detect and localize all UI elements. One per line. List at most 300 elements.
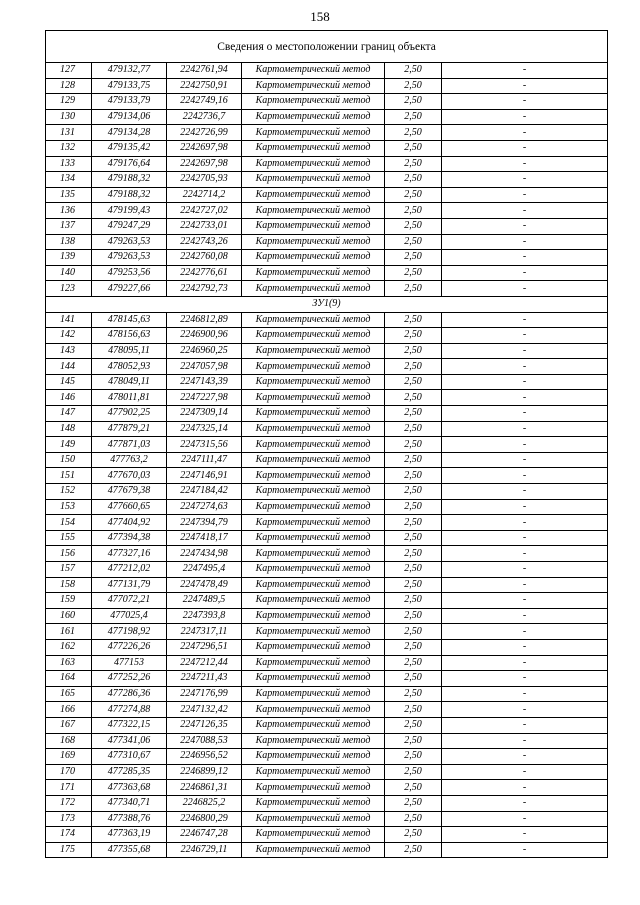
accuracy-cell: 2,50 (385, 671, 442, 687)
section-label: ЗУ1(9) (46, 296, 608, 312)
x-coordinate-cell: 477388,76 (92, 811, 167, 827)
x-coordinate-cell: 477341,06 (92, 733, 167, 749)
table-row (46, 717, 608, 733)
y-coordinate-cell: 2247489,5 (167, 593, 242, 609)
table-row (46, 421, 608, 437)
note-cell: - (442, 671, 608, 687)
method-cell: Картометрический метод (242, 156, 385, 172)
point-number-cell: 137 (46, 218, 92, 234)
method-cell: Картометрический метод (242, 437, 385, 453)
y-coordinate-cell: 2247088,53 (167, 733, 242, 749)
method-cell: Картометрический метод (242, 250, 385, 266)
note-cell: - (442, 530, 608, 546)
accuracy-cell: 2,50 (385, 374, 442, 390)
x-coordinate-cell: 477310,67 (92, 749, 167, 765)
method-cell: Картометрический метод (242, 577, 385, 593)
table-row (46, 639, 608, 655)
accuracy-cell: 2,50 (385, 468, 442, 484)
y-coordinate-cell: 2247132,42 (167, 702, 242, 718)
x-coordinate-cell: 479247,29 (92, 218, 167, 234)
note-cell: - (442, 733, 608, 749)
x-coordinate-cell: 477363,68 (92, 780, 167, 796)
page-number: 158 (310, 9, 330, 24)
x-coordinate-cell: 477871,03 (92, 437, 167, 453)
x-coordinate-cell: 479135,42 (92, 140, 167, 156)
method-cell: Картометрический метод (242, 655, 385, 671)
accuracy-cell: 2,50 (385, 702, 442, 718)
accuracy-cell: 2,50 (385, 140, 442, 156)
method-cell: Картометрический метод (242, 562, 385, 578)
y-coordinate-cell: 2247212,44 (167, 655, 242, 671)
x-coordinate-cell: 479132,77 (92, 63, 167, 79)
method-cell: Картометрический метод (242, 624, 385, 640)
section-row (46, 296, 608, 312)
x-coordinate-cell: 477322,15 (92, 717, 167, 733)
accuracy-cell: 2,50 (385, 608, 442, 624)
y-coordinate-cell: 2247143,39 (167, 374, 242, 390)
table-row (46, 203, 608, 219)
point-number-cell: 146 (46, 390, 92, 406)
accuracy-cell: 2,50 (385, 562, 442, 578)
point-number-cell: 144 (46, 359, 92, 375)
table-row (46, 593, 608, 609)
accuracy-cell: 2,50 (385, 94, 442, 110)
point-number-cell: 123 (46, 281, 92, 297)
table-row (46, 686, 608, 702)
note-cell: - (442, 452, 608, 468)
point-number-cell: 141 (46, 312, 92, 328)
method-cell: Картометрический метод (242, 343, 385, 359)
method-cell: Картометрический метод (242, 546, 385, 562)
method-cell: Картометрический метод (242, 109, 385, 125)
method-cell: Картометрический метод (242, 406, 385, 422)
table-row (46, 63, 608, 79)
point-number-cell: 175 (46, 842, 92, 858)
point-number-cell: 145 (46, 374, 92, 390)
y-coordinate-cell: 2246747,28 (167, 827, 242, 843)
y-coordinate-cell: 2242761,94 (167, 63, 242, 79)
x-coordinate-cell: 477363,19 (92, 827, 167, 843)
method-cell: Картометрический метод (242, 390, 385, 406)
y-coordinate-cell: 2247146,91 (167, 468, 242, 484)
point-number-cell: 167 (46, 717, 92, 733)
x-coordinate-cell: 478156,63 (92, 328, 167, 344)
accuracy-cell: 2,50 (385, 343, 442, 359)
table-row (46, 546, 608, 562)
accuracy-cell: 2,50 (385, 546, 442, 562)
accuracy-cell: 2,50 (385, 577, 442, 593)
y-coordinate-cell: 2246899,12 (167, 764, 242, 780)
method-cell: Картометрический метод (242, 593, 385, 609)
point-number-cell: 173 (46, 811, 92, 827)
accuracy-cell: 2,50 (385, 328, 442, 344)
x-coordinate-cell: 477660,65 (92, 499, 167, 515)
note-cell: - (442, 125, 608, 141)
table-row (46, 624, 608, 640)
accuracy-cell: 2,50 (385, 515, 442, 531)
table-row (46, 328, 608, 344)
table-row (46, 608, 608, 624)
note-cell: - (442, 281, 608, 297)
y-coordinate-cell: 2247296,51 (167, 639, 242, 655)
x-coordinate-cell: 478052,93 (92, 359, 167, 375)
point-number-cell: 129 (46, 94, 92, 110)
note-cell: - (442, 749, 608, 765)
y-coordinate-cell: 2247325,14 (167, 421, 242, 437)
accuracy-cell: 2,50 (385, 281, 442, 297)
x-coordinate-cell: 479134,06 (92, 109, 167, 125)
note-cell: - (442, 187, 608, 203)
point-number-cell: 138 (46, 234, 92, 250)
y-coordinate-cell: 2242697,98 (167, 140, 242, 156)
note-cell: - (442, 795, 608, 811)
note-cell: - (442, 639, 608, 655)
table-row (46, 733, 608, 749)
table-row (46, 515, 608, 531)
y-coordinate-cell: 2247274,63 (167, 499, 242, 515)
y-coordinate-cell: 2247057,98 (167, 359, 242, 375)
accuracy-cell: 2,50 (385, 312, 442, 328)
accuracy-cell: 2,50 (385, 187, 442, 203)
table-row (46, 764, 608, 780)
method-cell: Картометрический метод (242, 530, 385, 546)
y-coordinate-cell: 2242776,61 (167, 265, 242, 281)
table-row (46, 530, 608, 546)
point-number-cell: 149 (46, 437, 92, 453)
note-cell: - (442, 546, 608, 562)
point-number-cell: 140 (46, 265, 92, 281)
y-coordinate-cell: 2242743,26 (167, 234, 242, 250)
note-cell: - (442, 250, 608, 266)
method-cell: Картометрический метод (242, 671, 385, 687)
y-coordinate-cell: 2242697,98 (167, 156, 242, 172)
accuracy-cell: 2,50 (385, 218, 442, 234)
y-coordinate-cell: 2247317,11 (167, 624, 242, 640)
method-cell: Картометрический метод (242, 203, 385, 219)
method-cell: Картометрический метод (242, 702, 385, 718)
table-row (46, 452, 608, 468)
point-number-cell: 154 (46, 515, 92, 531)
method-cell: Картометрический метод (242, 733, 385, 749)
accuracy-cell: 2,50 (385, 733, 442, 749)
note-cell: - (442, 234, 608, 250)
y-coordinate-cell: 2242736,7 (167, 109, 242, 125)
accuracy-cell: 2,50 (385, 717, 442, 733)
method-cell: Картометрический метод (242, 639, 385, 655)
note-cell: - (442, 655, 608, 671)
y-coordinate-cell: 2247434,98 (167, 546, 242, 562)
accuracy-cell: 2,50 (385, 827, 442, 843)
method-cell: Картометрический метод (242, 63, 385, 79)
point-number-cell: 160 (46, 608, 92, 624)
table-row (46, 484, 608, 500)
table-row (46, 655, 608, 671)
point-number-cell: 169 (46, 749, 92, 765)
method-cell: Картометрический метод (242, 421, 385, 437)
note-cell: - (442, 421, 608, 437)
accuracy-cell: 2,50 (385, 156, 442, 172)
table-row (46, 780, 608, 796)
accuracy-cell: 2,50 (385, 421, 442, 437)
table-row (46, 125, 608, 141)
point-number-cell: 156 (46, 546, 92, 562)
method-cell: Картометрический метод (242, 140, 385, 156)
method-cell: Картометрический метод (242, 484, 385, 500)
y-coordinate-cell: 2247418,17 (167, 530, 242, 546)
accuracy-cell: 2,50 (385, 63, 442, 79)
method-cell: Картометрический метод (242, 686, 385, 702)
y-coordinate-cell: 2246825,2 (167, 795, 242, 811)
point-number-cell: 132 (46, 140, 92, 156)
x-coordinate-cell: 478011,81 (92, 390, 167, 406)
y-coordinate-cell: 2242726,99 (167, 125, 242, 141)
table-title: Сведения о местоположении границ объекта (46, 31, 608, 63)
y-coordinate-cell: 2247126,35 (167, 717, 242, 733)
note-cell: - (442, 827, 608, 843)
table-body (46, 31, 608, 858)
table-row (46, 499, 608, 515)
note-cell: - (442, 218, 608, 234)
point-number-cell: 128 (46, 78, 92, 94)
y-coordinate-cell: 2247478,49 (167, 577, 242, 593)
x-coordinate-cell: 477072,21 (92, 593, 167, 609)
x-coordinate-cell: 477355,68 (92, 842, 167, 858)
accuracy-cell: 2,50 (385, 390, 442, 406)
y-coordinate-cell: 2247111,47 (167, 452, 242, 468)
x-coordinate-cell: 477679,38 (92, 484, 167, 500)
y-coordinate-cell: 2242733,01 (167, 218, 242, 234)
note-cell: - (442, 842, 608, 858)
y-coordinate-cell: 2247184,42 (167, 484, 242, 500)
table-row (46, 390, 608, 406)
point-number-cell: 161 (46, 624, 92, 640)
point-number-cell: 139 (46, 250, 92, 266)
note-cell: - (442, 811, 608, 827)
x-coordinate-cell: 477212,02 (92, 562, 167, 578)
table-row (46, 140, 608, 156)
note-cell: - (442, 390, 608, 406)
x-coordinate-cell: 478145,63 (92, 312, 167, 328)
x-coordinate-cell: 477879,21 (92, 421, 167, 437)
point-number-cell: 135 (46, 187, 92, 203)
table-row (46, 437, 608, 453)
method-cell: Картометрический метод (242, 468, 385, 484)
method-cell: Картометрический метод (242, 749, 385, 765)
table-row (46, 795, 608, 811)
y-coordinate-cell: 2247227,98 (167, 390, 242, 406)
x-coordinate-cell: 479133,75 (92, 78, 167, 94)
accuracy-cell: 2,50 (385, 749, 442, 765)
note-cell: - (442, 156, 608, 172)
point-number-cell: 162 (46, 639, 92, 655)
table-row (46, 250, 608, 266)
method-cell: Картометрический метод (242, 187, 385, 203)
method-cell: Картометрический метод (242, 717, 385, 733)
method-cell: Картометрический метод (242, 234, 385, 250)
point-number-cell: 134 (46, 172, 92, 188)
note-cell: - (442, 172, 608, 188)
table-row (46, 187, 608, 203)
point-number-cell: 130 (46, 109, 92, 125)
x-coordinate-cell: 477226,26 (92, 639, 167, 655)
method-cell: Картометрический метод (242, 328, 385, 344)
x-coordinate-cell: 479176,64 (92, 156, 167, 172)
method-cell: Картометрический метод (242, 795, 385, 811)
point-number-cell: 158 (46, 577, 92, 593)
note-cell: - (442, 593, 608, 609)
note-cell: - (442, 406, 608, 422)
y-coordinate-cell: 2247394,79 (167, 515, 242, 531)
boundary-coordinates-table (45, 30, 608, 858)
point-number-cell: 170 (46, 764, 92, 780)
table-row (46, 94, 608, 110)
table-row (46, 343, 608, 359)
accuracy-cell: 2,50 (385, 109, 442, 125)
note-cell: - (442, 624, 608, 640)
point-number-cell: 142 (46, 328, 92, 344)
accuracy-cell: 2,50 (385, 811, 442, 827)
note-cell: - (442, 608, 608, 624)
y-coordinate-cell: 2242750,91 (167, 78, 242, 94)
note-cell: - (442, 562, 608, 578)
x-coordinate-cell: 479133,79 (92, 94, 167, 110)
method-cell: Картометрический метод (242, 499, 385, 515)
table-row (46, 109, 608, 125)
accuracy-cell: 2,50 (385, 530, 442, 546)
x-coordinate-cell: 479263,53 (92, 234, 167, 250)
accuracy-cell: 2,50 (385, 437, 442, 453)
note-cell: - (442, 328, 608, 344)
method-cell: Картометрический метод (242, 515, 385, 531)
x-coordinate-cell: 477131,79 (92, 577, 167, 593)
method-cell: Картометрический метод (242, 608, 385, 624)
point-number-cell: 174 (46, 827, 92, 843)
method-cell: Картометрический метод (242, 281, 385, 297)
accuracy-cell: 2,50 (385, 452, 442, 468)
method-cell: Картометрический метод (242, 780, 385, 796)
table-row (46, 265, 608, 281)
accuracy-cell: 2,50 (385, 78, 442, 94)
x-coordinate-cell: 477404,92 (92, 515, 167, 531)
table-row (46, 374, 608, 390)
y-coordinate-cell: 2246960,25 (167, 343, 242, 359)
y-coordinate-cell: 2247315,56 (167, 437, 242, 453)
x-coordinate-cell: 477285,35 (92, 764, 167, 780)
x-coordinate-cell: 477327,16 (92, 546, 167, 562)
note-cell: - (442, 702, 608, 718)
note-cell: - (442, 78, 608, 94)
point-number-cell: 165 (46, 686, 92, 702)
accuracy-cell: 2,50 (385, 125, 442, 141)
note-cell: - (442, 780, 608, 796)
table-row (46, 562, 608, 578)
method-cell: Картометрический метод (242, 172, 385, 188)
note-cell: - (442, 343, 608, 359)
note-cell: - (442, 484, 608, 500)
accuracy-cell: 2,50 (385, 842, 442, 858)
note-cell: - (442, 577, 608, 593)
method-cell: Картометрический метод (242, 359, 385, 375)
x-coordinate-cell: 479134,28 (92, 125, 167, 141)
point-number-cell: 152 (46, 484, 92, 500)
note-cell: - (442, 468, 608, 484)
accuracy-cell: 2,50 (385, 359, 442, 375)
table-row (46, 827, 608, 843)
table-row (46, 78, 608, 94)
x-coordinate-cell: 477025,4 (92, 608, 167, 624)
y-coordinate-cell: 2246956,52 (167, 749, 242, 765)
y-coordinate-cell: 2247211,43 (167, 671, 242, 687)
note-cell: - (442, 265, 608, 281)
point-number-cell: 131 (46, 125, 92, 141)
x-coordinate-cell: 479188,32 (92, 187, 167, 203)
point-number-cell: 147 (46, 406, 92, 422)
point-number-cell: 127 (46, 63, 92, 79)
method-cell: Картометрический метод (242, 764, 385, 780)
note-cell: - (442, 94, 608, 110)
table-row (46, 811, 608, 827)
table-row (46, 281, 608, 297)
x-coordinate-cell: 477274,88 (92, 702, 167, 718)
method-cell: Картометрический метод (242, 265, 385, 281)
x-coordinate-cell: 477252,26 (92, 671, 167, 687)
method-cell: Картометрический метод (242, 827, 385, 843)
note-cell: - (442, 109, 608, 125)
note-cell: - (442, 515, 608, 531)
point-number-cell: 153 (46, 499, 92, 515)
point-number-cell: 151 (46, 468, 92, 484)
point-number-cell: 133 (46, 156, 92, 172)
note-cell: - (442, 203, 608, 219)
y-coordinate-cell: 2246729,11 (167, 842, 242, 858)
table-row (46, 359, 608, 375)
y-coordinate-cell: 2246812,89 (167, 312, 242, 328)
y-coordinate-cell: 2242705,93 (167, 172, 242, 188)
point-number-cell: 163 (46, 655, 92, 671)
method-cell: Картометрический метод (242, 842, 385, 858)
accuracy-cell: 2,50 (385, 499, 442, 515)
y-coordinate-cell: 2247495,4 (167, 562, 242, 578)
point-number-cell: 157 (46, 562, 92, 578)
accuracy-cell: 2,50 (385, 406, 442, 422)
x-coordinate-cell: 478095,11 (92, 343, 167, 359)
y-coordinate-cell: 2242749,16 (167, 94, 242, 110)
y-coordinate-cell: 2246800,29 (167, 811, 242, 827)
accuracy-cell: 2,50 (385, 780, 442, 796)
table-row (46, 577, 608, 593)
accuracy-cell: 2,50 (385, 484, 442, 500)
method-cell: Картометрический метод (242, 452, 385, 468)
x-coordinate-cell: 477394,38 (92, 530, 167, 546)
point-number-cell: 164 (46, 671, 92, 687)
table-row (46, 406, 608, 422)
point-number-cell: 150 (46, 452, 92, 468)
table-row (46, 702, 608, 718)
accuracy-cell: 2,50 (385, 172, 442, 188)
note-cell: - (442, 764, 608, 780)
y-coordinate-cell: 2247176,99 (167, 686, 242, 702)
table-row (46, 312, 608, 328)
method-cell: Картометрический метод (242, 94, 385, 110)
method-cell: Картометрический метод (242, 811, 385, 827)
x-coordinate-cell: 477153 (92, 655, 167, 671)
method-cell: Картометрический метод (242, 218, 385, 234)
note-cell: - (442, 499, 608, 515)
point-number-cell: 143 (46, 343, 92, 359)
x-coordinate-cell: 479188,32 (92, 172, 167, 188)
accuracy-cell: 2,50 (385, 795, 442, 811)
x-coordinate-cell: 477286,36 (92, 686, 167, 702)
